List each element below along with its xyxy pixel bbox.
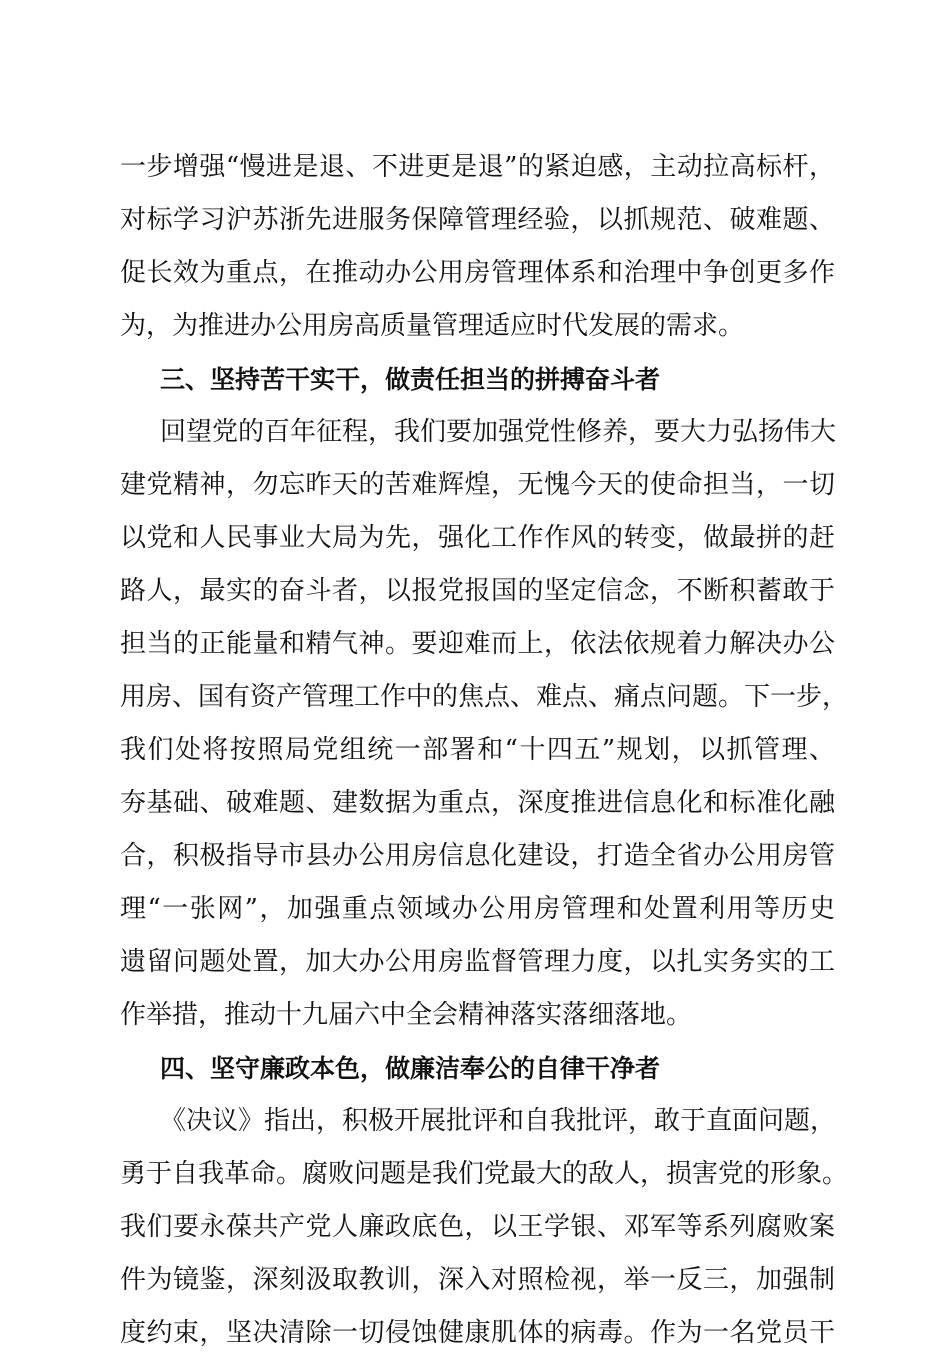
body-line: 件为镜鉴，深刻汲取教训，深入对照检视，举一反三，加强制 bbox=[120, 1265, 835, 1295]
body-line: 遗留问题处置，加大办公用房监督管理力度，以扎实务实的工 bbox=[120, 947, 835, 977]
body-line: 回望党的百年征程，我们要加强党性修养，要大力弘扬伟大 bbox=[160, 417, 837, 447]
body-line: 《决议》指出，积极开展批评和自我批评，敢于直面问题， bbox=[160, 1106, 837, 1136]
body-line: 夯基础、破难题、建数据为重点，深度推进信息化和标准化融 bbox=[120, 788, 835, 818]
body-line: 建党精神，勿忘昨天的苦难辉煌，无愧今天的使命担当，一切 bbox=[120, 470, 835, 500]
body-line: 作举措，推动十九届六中全会精神落实落细落地。 bbox=[120, 1000, 693, 1030]
body-line: 促长效为重点，在推动办公用房管理体系和治理中争创更多作 bbox=[120, 258, 835, 288]
body-line: 以党和人民事业大局为先，强化工作作风的转变，做最拼的赶 bbox=[120, 523, 835, 553]
body-line: 合，积极指导市县办公用房信息化建设，打造全省办公用房管 bbox=[120, 841, 835, 871]
body-line: 理“一张网”，加强重点领域办公用房管理和处置利用等历史 bbox=[120, 894, 835, 924]
body-line: 用房、国有资产管理工作中的焦点、难点、痛点问题。下一步， bbox=[120, 682, 849, 712]
body-line: 担当的正能量和精气神。要迎难而上，依法依规着力解决办公 bbox=[120, 629, 835, 659]
body-line: 一步增强“慢进是退、不进更是退”的紧迫感，主动拉高标杆， bbox=[120, 152, 835, 182]
document-body bbox=[120, 141, 849, 1360]
body-line: 对标学习沪苏浙先进服务保障管理经验，以抓规范、破难题、 bbox=[120, 205, 835, 235]
body-line: 勇于自我革命。腐败问题是我们党最大的敌人，损害党的形象。 bbox=[120, 1159, 849, 1189]
body-line: 度约束，坚决清除一切侵蚀健康肌体的病毒。作为一名党员干 bbox=[120, 1318, 835, 1348]
body-line: 为，为推进办公用房高质量管理适应时代发展的需求。 bbox=[120, 311, 745, 341]
section-heading-four: 四、坚守廉政本色，做廉洁奉公的自律干净者 bbox=[160, 1054, 661, 1083]
body-line: 我们处将按照局党组统一部署和“十四五”规划，以抓管理、 bbox=[120, 735, 835, 765]
body-line: 路人，最实的奋斗者，以报党报国的坚定信念，不断积蓄敢于 bbox=[120, 576, 835, 606]
body-line: 我们要永葆共产党人廉政底色，以王学银、邓军等系列腐败案 bbox=[120, 1212, 835, 1242]
section-heading-three: 三、坚持苦干实干，做责任担当的拼搏奋斗者 bbox=[160, 365, 661, 394]
